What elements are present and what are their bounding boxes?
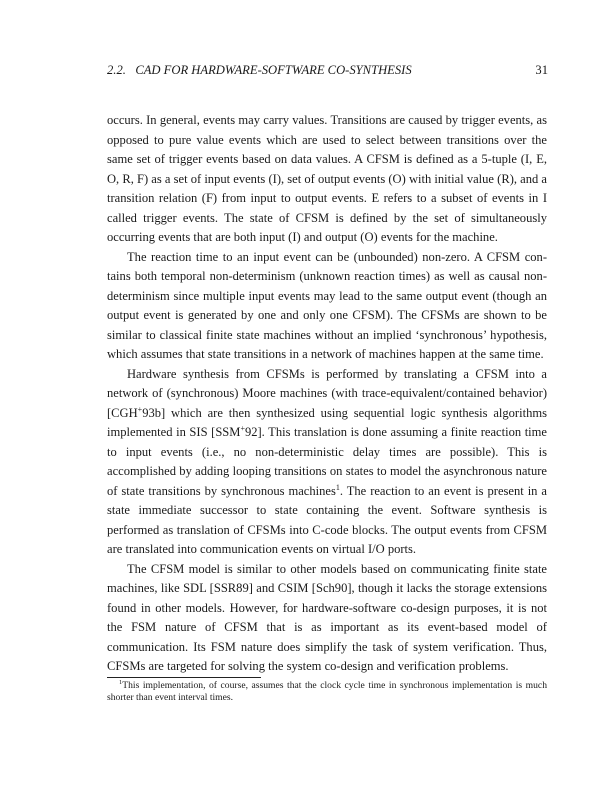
paragraph-3 xyxy=(107,365,547,560)
paragraph-1: occurs. In general, events may carry values. Transitions are caused by trigger events, as opposed to pure value events which are used to select between transitions over the same set of trigger events based on data values. A CFSM is defined as a 5-tuple (I, E, O, R, F) as a set of input events (I), set of output events (O) with initial value (R), and a transition relation (F) from input to output events. E refers to a subset of events in I called trigger events. The state of CFSM is defined by the set of simultaneously occurring events that are both input (I) and output (O) events for the machine. xyxy=(107,113,547,244)
footnote-reference: 1 xyxy=(335,482,340,492)
paragraph-3-text-b: 93b] which are then synthesized using sequential logic synthesis algorithms implemented in SIS [SSM xyxy=(107,405,547,439)
citation-superscript: + xyxy=(137,404,143,414)
paragraph-3-text-d: . The reaction to an event is present in a state immediate successor to state containing the event. Software synthesis is performed as translation of CFSMs into C-code blocks. The output events from CFSM are translated into communication events on virtual I/O ports. xyxy=(107,483,547,556)
running-header xyxy=(107,63,548,79)
section-title: 2.2. CAD FOR HARDWARE-SOFTWARE CO-SYNTHESIS xyxy=(107,63,412,77)
paragraph-3-text-a: Hardware synthesis from CFSMs is performed by translating a CFSM into a network of (synchronous) Moore machines (with trace-equivalent/contained behavior) [CGH xyxy=(107,366,547,420)
footnote xyxy=(107,680,547,704)
page-number: 31 xyxy=(535,63,548,77)
paragraph-3-text-c: 92]. This translation is done assuming a finite reaction time to input events (i.e., no non-deterministic delay times are possible). This is accomplished by adding looping transitions on states to model the asynchronous nature of state transitions by synchronous machines xyxy=(107,425,547,498)
paragraph-2: The reaction time to an input event can be (unbounded) non-zero. A CFSM contains both temporal non-determinism (unknown reaction times) as well as causal nondeterminism since multiple input events may lead to the same output event (though an output event is generated by one and only one CFSM). The CFSMs are shown to be similar to classical finite state machines without an implied ‘synchronous’ hypothesis, which assumes that state transitions in a network of machines happen at the same time. xyxy=(107,249,547,361)
citation-superscript: + xyxy=(240,424,245,433)
footnote-text: This implementation, of course, assumes that the clock cycle time in synchronous implementation is much shorter than event interval times. xyxy=(107,680,547,703)
body-text xyxy=(107,111,547,677)
footnote-divider xyxy=(107,677,261,678)
footnote-marker: 1 xyxy=(119,679,123,686)
paragraph-4: The CFSM model is similar to other models based on communicating finite state machines, like SDL [SSR89] and CSIM [Sch90], though it lacks the storage extensions found in other models. However, for hardware-software co-design purposes, it is not the FSM nature of CFSM that is as important as its event-based model of communication. Its FSM nature does simplify the task of system verification. Thus, CFSMs are targeted for solving the system co-design and verification problems. xyxy=(107,561,547,673)
